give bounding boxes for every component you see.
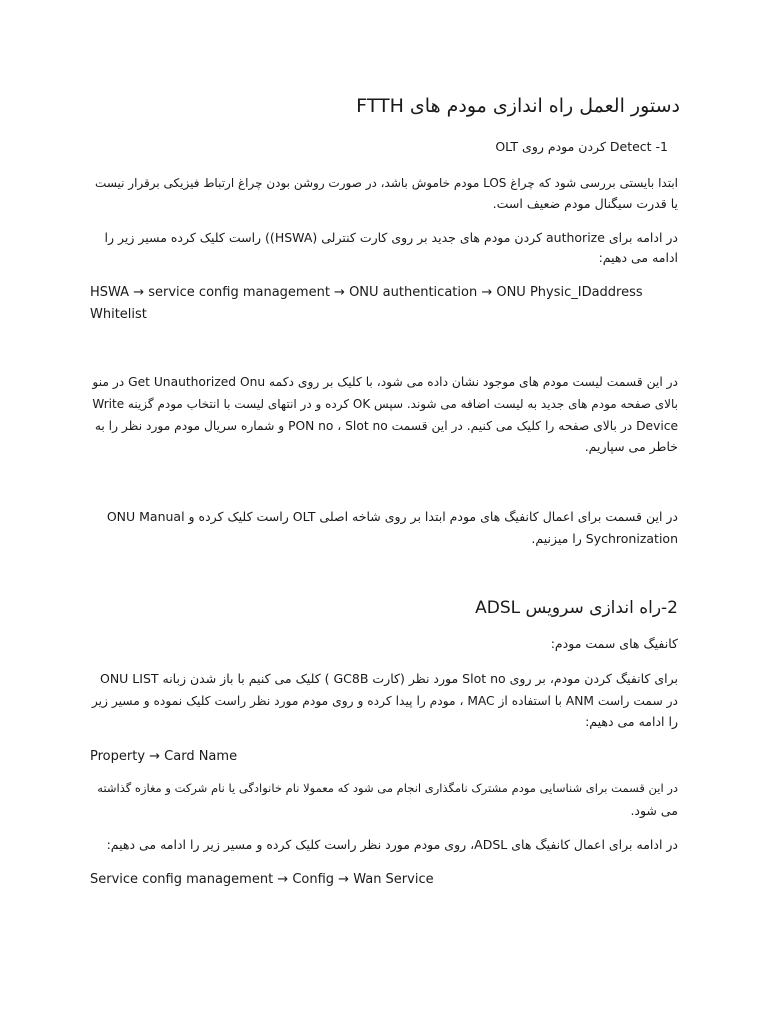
paragraph-5: کانفیگ های سمت مودم: [550, 636, 678, 651]
paragraph-2-line-1: در ادامه برای authorize کردن مودم های جدید بر روی کارت کنترلی (HSWA)) راست کلیک کرده مسیر زیر را [104, 230, 678, 245]
menu-path-1-line-2: Whitelist [90, 307, 147, 322]
paragraph-4-line-2: Sychronization را میزنیم. [531, 531, 678, 546]
page-title: دستور العمل راه اندازی مودم های FTTH [356, 95, 680, 117]
section-heading-adsl: 2-راه اندازی سرویس ADSL [475, 598, 678, 618]
paragraph-8: در ادامه برای اعمال کانفیگ های ADSL، روی مودم مورد نظر راست کلیک کرده و مسیر زیر را ادامه می دهیم: [106, 837, 678, 852]
paragraph-3-line-3: Device در بالای صفحه را کلیک می کنیم. در این قسمت PON no ، Slot no و شماره سریال مودم مورد نظر را به [94, 419, 678, 433]
paragraph-4-line-1: در این قسمت برای اعمال کانفیگ های مودم ابتدا بر روی شاخه اصلی OLT راست کلیک کرده و ONU Manual [106, 509, 678, 524]
paragraph-1-line-1: ابتدا بایستی بررسی شود که چراغ LOS مودم خاموش باشد، در صورت روشن بودن چراغ ارتباط فیزیکی برقرار نیست [95, 176, 678, 190]
paragraph-3-line-4: خاطر می سپاریم. [584, 439, 678, 454]
paragraph-2-line-2: ادامه می دهیم: [598, 250, 678, 265]
paragraph-7-line-2: می شود. [630, 803, 678, 818]
paragraph-6-line-3: را ادامه می دهیم: [585, 714, 678, 729]
paragraph-6-line-1: برای کانفیگ کردن مودم، بر روی Slot no مورد نظر (کارت GC8B ) کلیک می کنیم با باز شدن زبانه ONU LIST [99, 671, 678, 686]
paragraph-7-line-1: در این قسمت برای شناسایی مودم مشترک نامگذاری انجام می شود که معمولا نام خانوادگی یا نام شرکت و مغازه گذاشته [97, 781, 678, 795]
paragraph-6-line-2: در سمت راست ANM با استفاده از MAC ، مودم را پیدا کرده و روی مودم مورد نظر راست کلیک نموده و مسیر زیر [91, 694, 678, 708]
menu-path-3: Service config management → Config → Wan Service [90, 872, 434, 887]
menu-path-2: Property → Card Name [90, 749, 238, 764]
paragraph-1-line-2: یا قدرت سیگنال مودم ضعیف است. [492, 196, 678, 211]
section-heading-detect: 1- Detect کردن مودم روی OLT [495, 139, 668, 154]
paragraph-3-line-2: بالای صفحه مودم های جدید به لیست اضافه می شوند. سپس OK کرده و در انتهای لیست با انتخاب مودم گزینه Write [92, 397, 678, 411]
paragraph-3-line-1: در این قسمت لیست مودم های موجود نشان داده می شود، با کلیک بر روی دکمه Get Unauthorized Onu در منو [92, 375, 678, 389]
menu-path-1-line-1: HSWA → service config management → ONU authentication → ONU Physic_IDaddress [90, 285, 643, 300]
